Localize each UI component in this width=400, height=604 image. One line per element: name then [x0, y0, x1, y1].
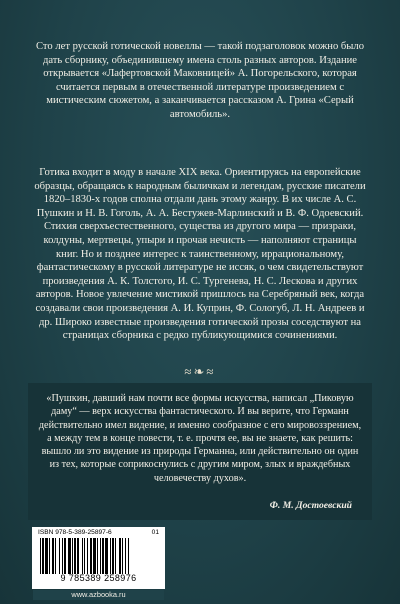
quote-text: «Пушкин, давший нам почти все формы искусства, написал „Пиковую даму“ — верх искусства фантастического. И вы верите, что Германн действительно имел видение, и именно сообразное с его мировоззрением, а между тем в конце повести, т. е. прочтя ее, вы не знаете, как решить: вышло ли это видение из природы Германна, или действительно он один из тех, которые соприкоснулись с другим миром, злых и враждебных человечеству духов». — [38, 393, 362, 484]
barcode-panel — [32, 527, 165, 589]
description-paragraph: Готика входит в моду в начале XIX века. Ориентируясь на европейские образцы, обращаясь к народным быличкам и легендам, русские писатели 1820–1830-х годов сполна отдали дань этому жанру. В их числе А. С. Пушкин и Н. В. Гоголь, А. А. Бестужев-Марлинский и В. Ф. Одоевский. Стихия сверхъестественного, существа из другого мира — призраки, колдуны, мертвецы, упыри и прочая нечисть — наполняют страницы книг. Но и позднее интерес к таинственному, иррациональному, фантастическому в русской литературе не иссяк, о чем свидетельствуют произведения А. К. Толстого, И. С. Тургенева, Н. С. Лескова и других авторов. Новое увлечение мистикой пришлось на Серебряный век, когда создавали свои произведения А. И. Куприн, Ф. Сологуб, Л. Н. Андреев и др. Широко известные произведения готической прозы соседствуют на страницах сборника с редко публикующимися сочинениями. — [34, 167, 366, 342]
isbn-code: 01 — [151, 529, 159, 536]
barcode-number: 9 785389 258976 — [60, 573, 137, 583]
quote-author: Ф. М. Достоевский — [269, 500, 352, 511]
intro-paragraph: Сто лет русской готической новеллы — такой подзаголовок можно было дать сборнику, объединившему имена столь разных авторов. Издание открывается «Лафертовской Маковницей» А. Погорельского, которая считается первым в отечественной литературе произведением с мистическим сюжетом, а заканчивается рассказом А. Грина «Серый автомобиль». — [35, 41, 364, 120]
decorative-divider: ≈❧≈ — [184, 364, 216, 379]
barcode-icon — [40, 538, 158, 574]
isbn-text: ISBN 978-5-389-25897-6 — [38, 529, 112, 536]
publisher-website: www.azbooka.ru — [33, 590, 164, 600]
isbn-line — [38, 529, 159, 536]
